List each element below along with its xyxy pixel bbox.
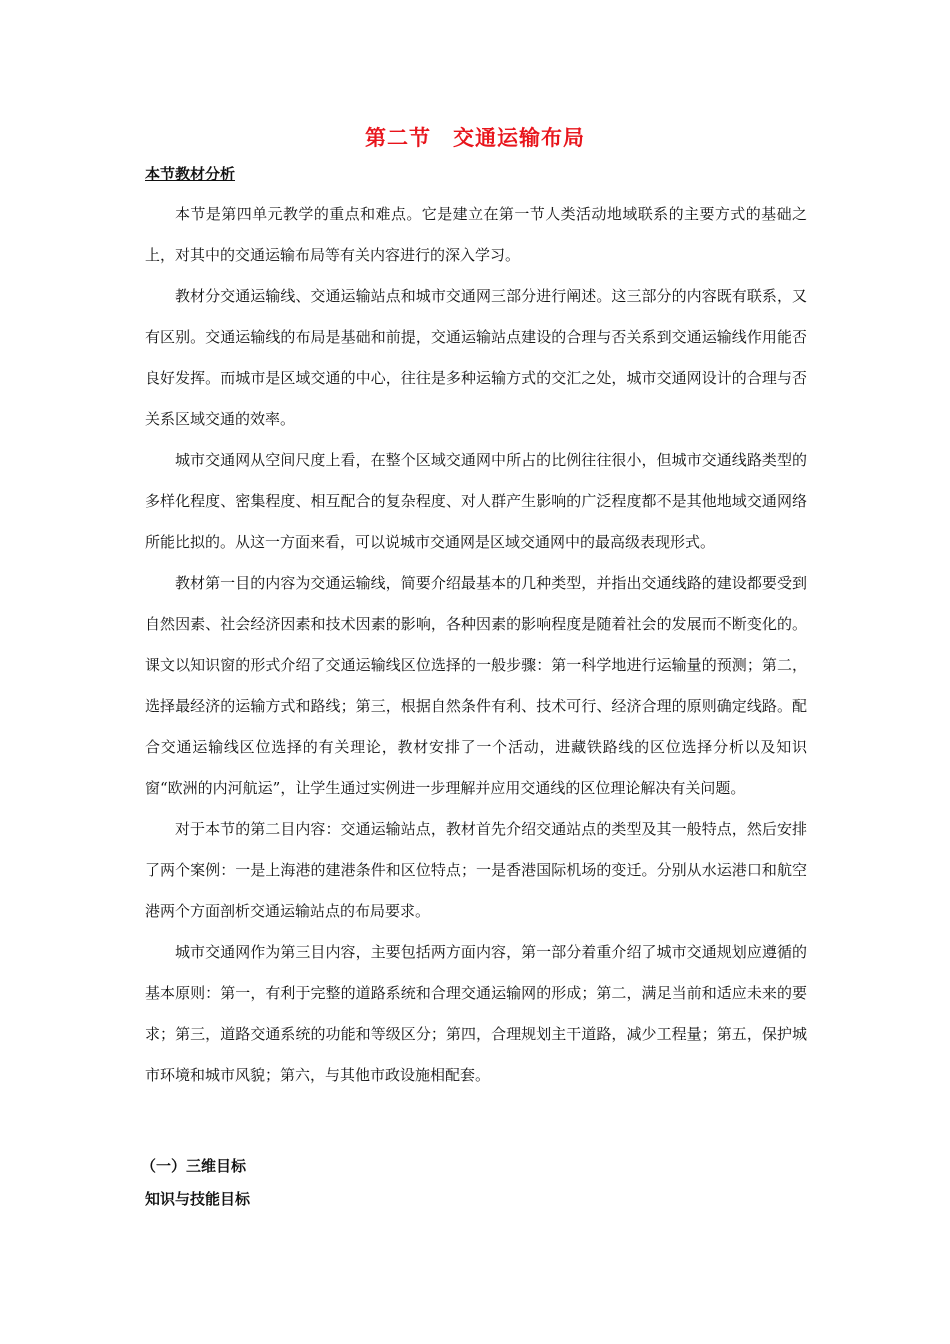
paragraph: 对于本节的第二目内容：交通运输站点，教材首先介绍交通站点的类型及其一般特点，然后安排了两个案例：一是上海港的建港条件和区位特点；一是香港国际机场的变迁。分别从水运港口和航空港两个方面剖析交通运输站点的布局要求。 — [145, 820, 807, 920]
paragraph: 城市交通网作为第三目内容，主要包括两方面内容，第一部分着重介绍了城市交通规划应遵循的基本原则：第一，有利于完整的道路系统和合理交通运输网的形成；第二，满足当前和适应未来的要求；第三，道路交通系统的功能和等级区分；第四，合理规划主干道路，减少工程量；第五，保护城市环境和城市风貌；第六，与其他市政设施相配套。 — [145, 943, 807, 1084]
subheading-knowledge-skills: 知识与技能目标 — [145, 1190, 251, 1208]
paragraph: 教材分交通运输线、交通运输站点和城市交通网三部分进行阐述。这三部分的内容既有联系，又有区别。交通运输线的布局是基础和前提，交通运输站点建设的合理与否关系到交通运输线作用能否良好发挥。而城市是区域交通的中心，往往是多种运输方式的交汇之处，城市交通网设计的合理与否关系区域交通的效率。 — [145, 287, 807, 428]
section-heading: 本节教材分析 — [145, 165, 236, 183]
body-text — [145, 194, 807, 1096]
paragraph: 城市交通网从空间尺度上看，在整个区域交通网中所占的比例往往很小，但城市交通线路类型的多样化程度、密集程度、相互配合的复杂程度、对人群产生影响的广泛程度都不是其他地域交通网络所能比拟的。从这一方面来看，可以说城市交通网是区域交通网中的最高级表现形式。 — [145, 451, 807, 551]
paragraph: 教材第一目的内容为交通运输线，简要介绍最基本的几种类型，并指出交通线路的建设都要受到自然因素、社会经济因素和技术因素的影响，各种因素的影响程度是随着社会的发展而不断变化的。课文以知识窗的形式介绍了交通运输线区位选择的一般步骤：第一科学地进行运输量的预测；第二，选择最经济的运输方式和路线；第三，根据自然条件有利、技术可行、经济合理的原则确定线路。配合交通运输线区位选择的有关理论，教材安排了一个活动，进藏铁路线的区位选择分析以及知识窗“欧洲的内河航运”，让学生通过实例进一步理解并应用交通线的区位理论解决有关问题。 — [145, 574, 807, 797]
page-title: 第二节 交通运输布局 — [365, 126, 585, 150]
subheading-three-goals: （一）三维目标 — [141, 1157, 247, 1175]
paragraph: 本节是第四单元教学的重点和难点。它是建立在第一节人类活动地域联系的主要方式的基础之上，对其中的交通运输布局等有关内容进行的深入学习。 — [145, 205, 807, 264]
